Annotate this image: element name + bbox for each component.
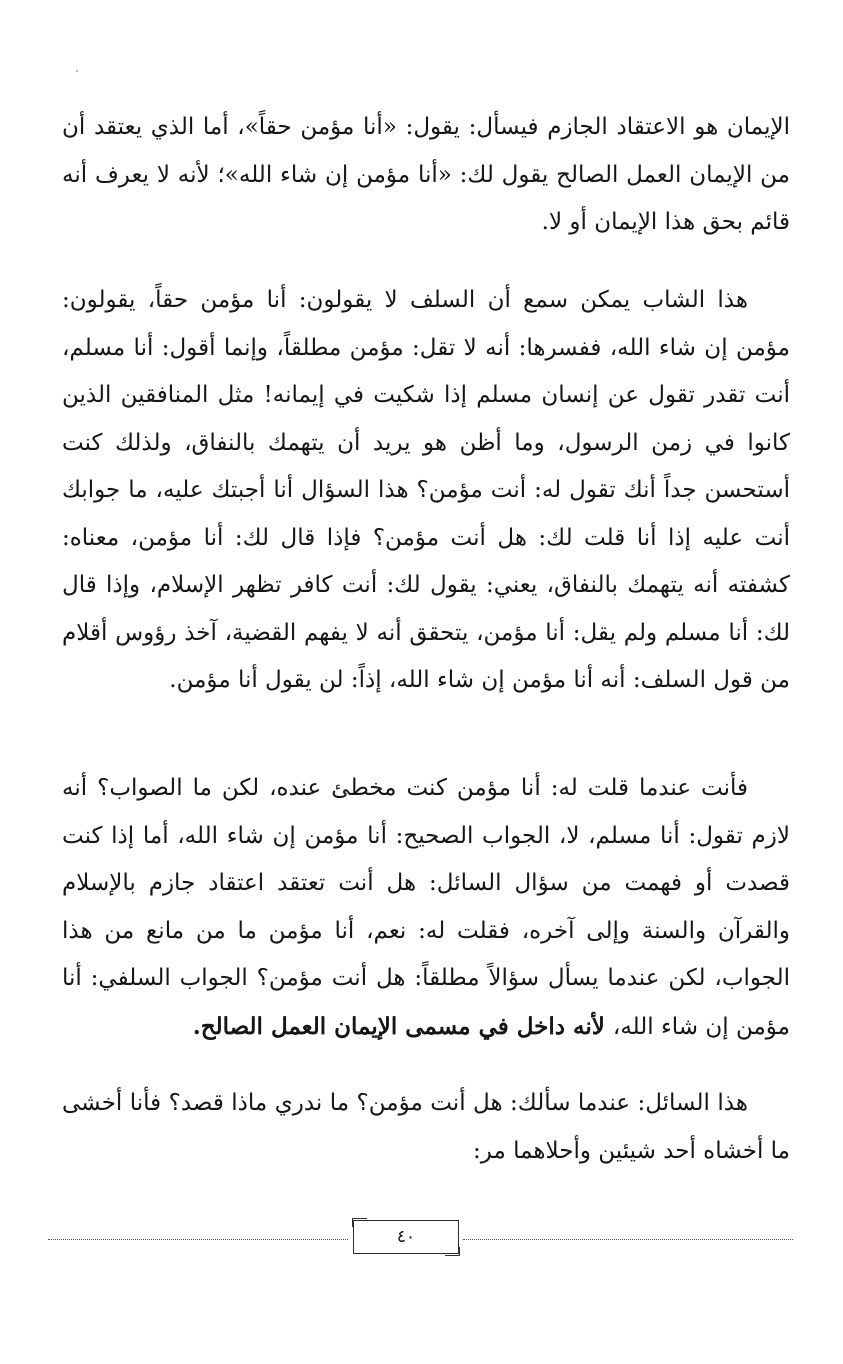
paragraph-3-text (62, 765, 790, 1051)
paragraph-4 (62, 1080, 790, 1175)
footer-dotted-rule-left (48, 1239, 348, 1240)
paragraph-3 (62, 765, 790, 1051)
page-number: ٤٠ (396, 1227, 416, 1247)
page-number-frame (353, 1220, 459, 1254)
frame-ornament-icon (352, 1218, 367, 1227)
paragraph-4-text: هذا السائل: عندما سألك: هل أنت مؤمن؟ ما ندري ماذا قصد؟ فأنا أخشى ما أخشاه أحد شيئين وأحلاهما مر: (62, 1090, 790, 1164)
page-footer (48, 1218, 793, 1258)
paragraph-1 (62, 104, 790, 247)
scan-speck (76, 70, 78, 72)
paragraph-2-text: هذا الشاب يمكن سمع أن السلف لا يقولون: أنا مؤمن حقاً، يقولون: مؤمن إن شاء الله، ففسرها: أنه لا تقل: مؤمن مطلقاً، وإنما أقول: أنا مسلم، أنت تقدر تقول عن إنسان مسلم إذا شكيت في إيمانه! مثل المنافقين الذين كانوا في زمن الرسول، وما أظن هو يريد أن يتهمك بالنفاق، ولذلك كنت أستحسن جداً أنك تقول له: أنت مؤمن؟ هذا السؤال أنا أجبتك عليه، ما جوابك أنت عليه إذا أنا قلت لك: هل أنت مؤمن؟ فإذا قال لك: أنا مؤمن، معناه: كشفته أنه يتهمك بالنفاق، يعني: يقول لك: أنت كافر تظهر الإسلام، وإذا قال لك: أنا مسلم ولم يقل: أنا مؤمن، يتحقق أنه لا يفهم القضية، آخذ رؤوس أقلام من قول السلف: أنه أنا مؤمن إن شاء الله، إذاً: لن يقول أنا مؤمن. (62, 287, 790, 693)
paragraph-3-main: فأنت عندما قلت له: أنا مؤمن كنت مخطئ عنده، لكن ما الصواب؟ أنه لازم تقول: أنا مسلم، لا، الجواب الصحيح: أنا مؤمن إن شاء الله، أما إذا كنت قصدت أو فهمت من سؤال السائل: هل أنت تعتقد اعتقاد جازم بالإسلام والقرآن والسنة وإلى آخره، فقلت له: نعم، أنا مؤمن ما من مانع من هذا الجواب، لكن عندما يسأل سؤالاً مطلقاً: هل أنت مؤمن؟ الجواب السلفي: أنا مؤمن إن شاء الله، (62, 775, 790, 1040)
paragraph-3-bold-ending: لأنه داخل في مسمى الإيمان العمل الصالح. (192, 1012, 613, 1040)
footer-dotted-rule-right (463, 1239, 793, 1240)
frame-ornament-icon (445, 1247, 460, 1256)
paragraph-2 (62, 277, 790, 705)
paragraph-1-text: الإيمان هو الاعتقاد الجازم فيسأل: يقول: «أنا مؤمن حقاً»، أما الذي يعتقد أن من الإيمان العمل الصالح يقول لك: «أنا مؤمن إن شاء الله»؛ لأنه لا يعرف أنه قائم بحق هذا الإيمان أو لا. (62, 114, 790, 235)
